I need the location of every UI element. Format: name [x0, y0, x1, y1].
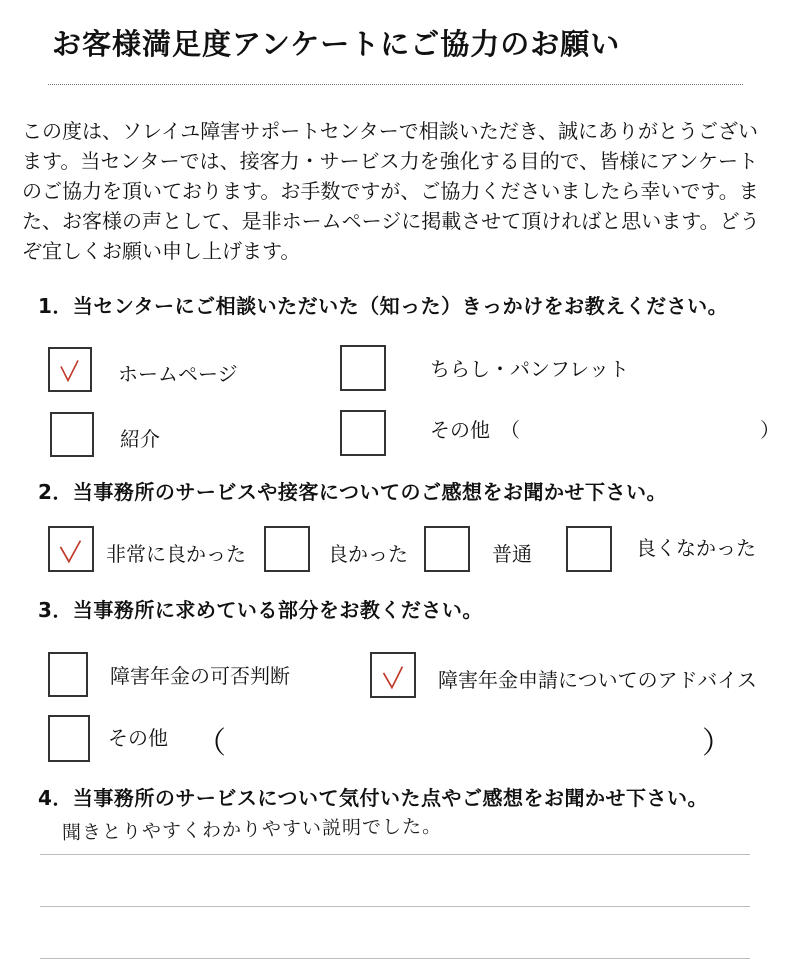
q3-option-label: 障害年金の可否判断: [110, 664, 290, 688]
q2-option-label: 良くなかった: [636, 536, 756, 560]
q1-other-close-paren: ）: [760, 418, 780, 442]
answer-line: [40, 906, 750, 907]
q2-option-label: 普通: [492, 542, 532, 566]
q1-option-label: ちらし・パンフレット: [430, 357, 629, 381]
q1-checkbox-flyer[interactable]: [340, 345, 386, 391]
q1-checkbox-referral[interactable]: [50, 412, 94, 457]
check-mark-icon: [372, 654, 414, 696]
q2-option-label: 良かった: [328, 542, 408, 566]
question-4-label: 4．当事務所のサービスについて気付いた点やご感想をお聞かせ下さい。: [38, 786, 709, 810]
q3-checkbox-other[interactable]: [48, 715, 90, 762]
q1-checkbox-other[interactable]: [340, 410, 386, 456]
q2-checkbox-good[interactable]: [264, 526, 310, 572]
q3-checkbox-application-advice[interactable]: [370, 652, 416, 698]
q1-checkbox-homepage[interactable]: [48, 347, 92, 392]
check-mark-icon: [50, 528, 92, 570]
q2-option-label: 非常に良かった: [106, 542, 246, 566]
handwritten-answer[interactable]: 聞きとりやすくわかりやすい説明でした。: [61, 815, 443, 844]
q3-checkbox-eligibility[interactable]: [48, 652, 88, 697]
q1-option-label: ホームページ: [118, 362, 238, 386]
q3-other-close-paren: ）: [702, 726, 732, 761]
q3-other-open-paren: （: [196, 726, 226, 761]
q2-checkbox-average[interactable]: [424, 526, 470, 572]
answer-line: [40, 854, 750, 855]
question-3-label: 3．当事務所に求めている部分をお教ください。: [38, 598, 483, 622]
question-2-label: 2．当事務所のサービスや接客についてのご感想をお聞かせ下さい。: [38, 480, 668, 504]
answer-line: [40, 958, 750, 959]
page-title: お客様満足度アンケートにご協力のお願い: [52, 27, 621, 61]
q2-checkbox-very-good[interactable]: [48, 526, 94, 572]
check-mark-icon: [50, 349, 90, 390]
q2-checkbox-not-good[interactable]: [566, 526, 612, 572]
q1-option-label: 紹介: [120, 427, 160, 451]
q1-option-label: その他 （: [430, 418, 520, 442]
title-divider: [48, 84, 743, 85]
q3-option-label: その他: [108, 726, 168, 750]
question-1-label: 1．当センターにご相談いただいた（知った）きっかけをお教えください。: [38, 294, 729, 318]
intro-paragraph: この度は、ソレイユ障害サポートセンターで相談いただき、誠にありがとうございます。当センターでは、接客力・サービス力を強化する目的で、皆様にアンケートのご協力を頂いております。お手数ですが、ご協力くださいましたら幸いです。また、お客様の声として、是非ホームページに掲載させて頂ければと思います。どうぞ宜しくお願い申し上げます。: [22, 119, 760, 263]
q3-option-label: 障害年金申請についてのアドバイス: [438, 668, 757, 692]
